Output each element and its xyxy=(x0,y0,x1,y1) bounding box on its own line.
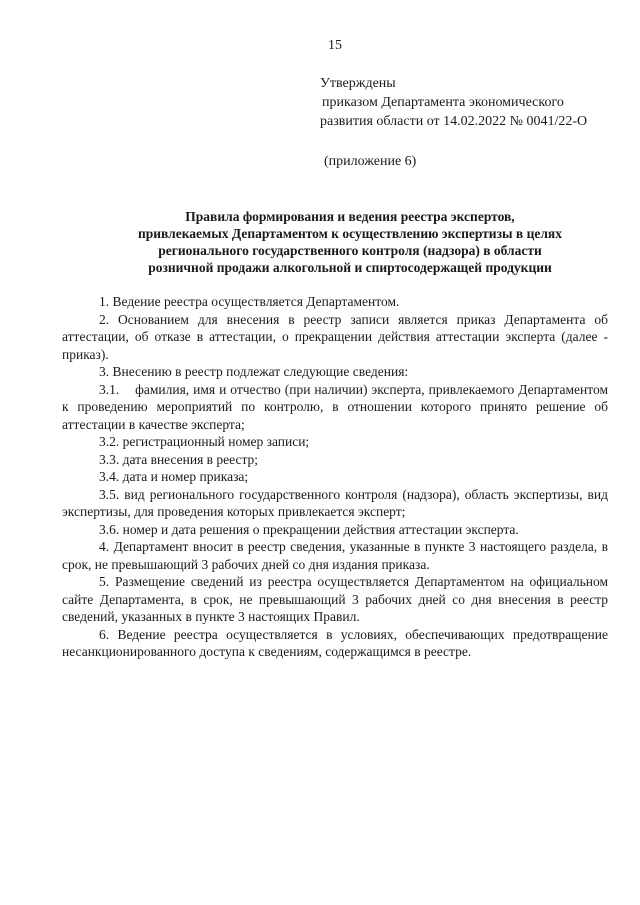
paragraph: 3.2. регистрационный номер записи; xyxy=(99,434,310,449)
paragraph: 4. Департамент вносит в реестр сведения, указанные в пункте 3 настоящего раздела, в срок, не превышающий 3 рабочих дней со дня издания приказа. xyxy=(62,539,608,572)
appendix-label: (приложение 6) xyxy=(324,154,417,169)
approval-line-3: развития области от 14.02.2022 № 0041/22-О xyxy=(320,114,588,129)
paragraph: 6. Ведение реестра осуществляется в условиях, обеспечивающих предотвращение несанкционированного доступа к сведениям, содержащимся в реестре. xyxy=(62,626,608,659)
title-line-1: Правила формирования и ведения реестра экспертов, xyxy=(185,209,515,224)
title-line-4: розничной продажи алкогольной и спиртосодержащей продукции xyxy=(148,260,552,275)
paragraph: 2. Основанием для внесения в реестр записи является приказ Департамента об аттестации, об отказе в аттестации, о прекращении действия аттестации эксперта (далее - приказ). xyxy=(62,311,608,362)
paragraph: 5. Размещение сведений из реестра осуществляется Департаментом на официальном сайте Департамента, в срок, не превышающий 3 рабочих дней со дня внесения в реестр сведений, указанных в пункте 3 настоящих Правил. xyxy=(62,574,608,624)
paragraph: 3.3. дата внесения в реестр; xyxy=(99,451,259,467)
page-number: 15 xyxy=(328,38,342,53)
paragraph: 3.5. вид регионального государственного контроля (надзора), область экспертизы, вид экспертизы, для проведения которых привлекается эксперт; xyxy=(62,486,608,519)
document-body xyxy=(62,293,612,661)
paragraph: 3.1. фамилия, имя и отчество (при наличии) эксперта, привлекаемого Департаментом к проведению мероприятий по контролю, в отношении которого принято решение об аттестации в качестве эксперта; xyxy=(62,381,612,432)
approval-line-2: приказом Департамента экономического xyxy=(322,95,564,110)
title-line-2: привлекаемых Департаментом к осуществлению экспертизы в целях xyxy=(137,226,562,241)
paragraph: 3.6. номер и дата решения о прекращении действия аттестации эксперта. xyxy=(99,521,519,537)
paragraph: 3.4. дата и номер приказа; xyxy=(99,469,249,484)
document-title xyxy=(90,208,610,276)
paragraph: 1. Ведение реестра осуществляется Департаментом. xyxy=(99,294,400,309)
title-line-3: регионального государственного контроля (надзора) в области xyxy=(158,243,542,258)
paragraph: 3. Внесению в реестр подлежат следующие сведения: xyxy=(99,364,409,379)
approval-line-1: Утверждены xyxy=(320,76,396,91)
approval-block xyxy=(320,74,620,171)
